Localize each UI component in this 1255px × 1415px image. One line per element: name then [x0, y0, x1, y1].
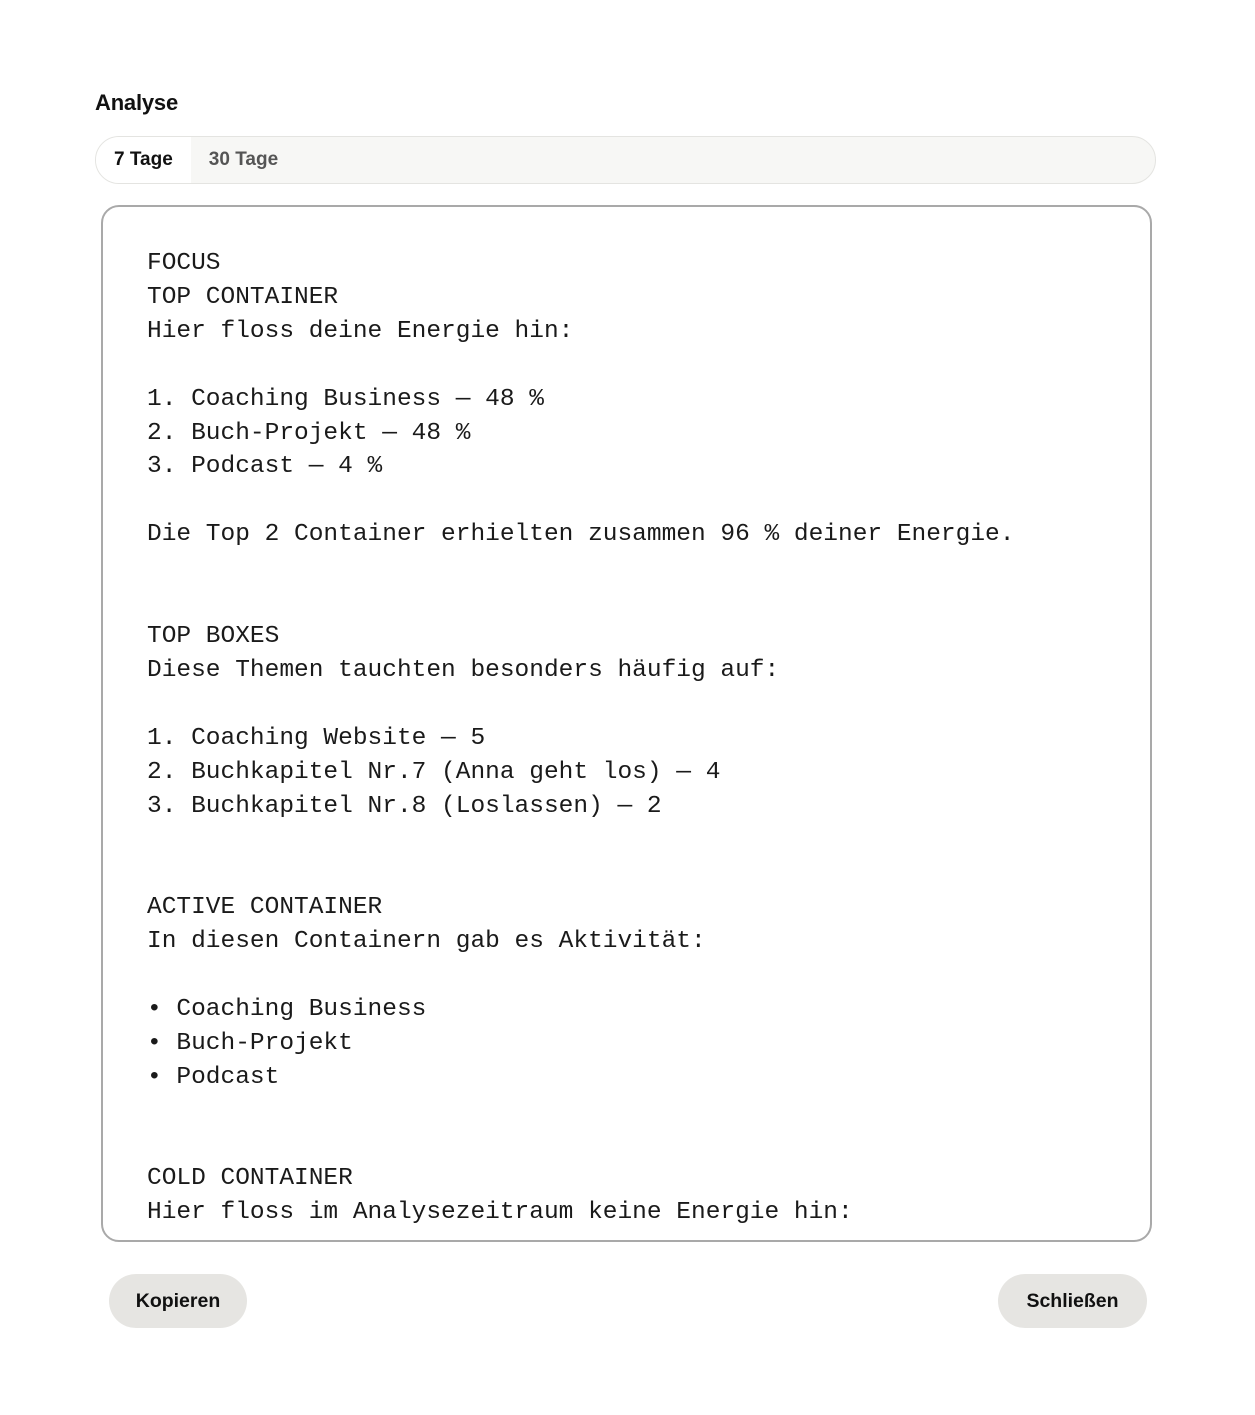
close-button[interactable]: Schließen — [998, 1274, 1147, 1328]
copy-button[interactable]: Kopieren — [109, 1274, 247, 1328]
panel-title: Analyse — [95, 90, 178, 115]
tab-30-tage[interactable]: 30 Tage — [208, 149, 279, 170]
analysis-report-text: FOCUS TOP CONTAINER Hier floss deine Energie hin: 1. Coaching Business — 48 % 2. Buch-Projekt — 48 % 3. Podcast — 4 % Die Top 2 Container erhielten zusammen 96 % deiner Energie. TOP BOXES Diese Themen tauchten besonders häufig auf: 1. Coaching Website — 5 2. Buchkapitel Nr.7 (Anna geht los) — 4 3. Buchkapitel Nr.8 (Loslassen) — 2 ACTIVE CONTAINER In diesen Containern gab es Aktivität: • Coaching Business • Buch-Projekt • Podcast COLD CONTAINER Hier floss im Analysezeitraum keine Energie hin: — [147, 250, 1015, 1227]
tab-7-tage[interactable]: 7 Tage — [96, 137, 191, 183]
time-range-tabs — [95, 136, 1156, 184]
analysis-text-area[interactable] — [101, 205, 1152, 1242]
